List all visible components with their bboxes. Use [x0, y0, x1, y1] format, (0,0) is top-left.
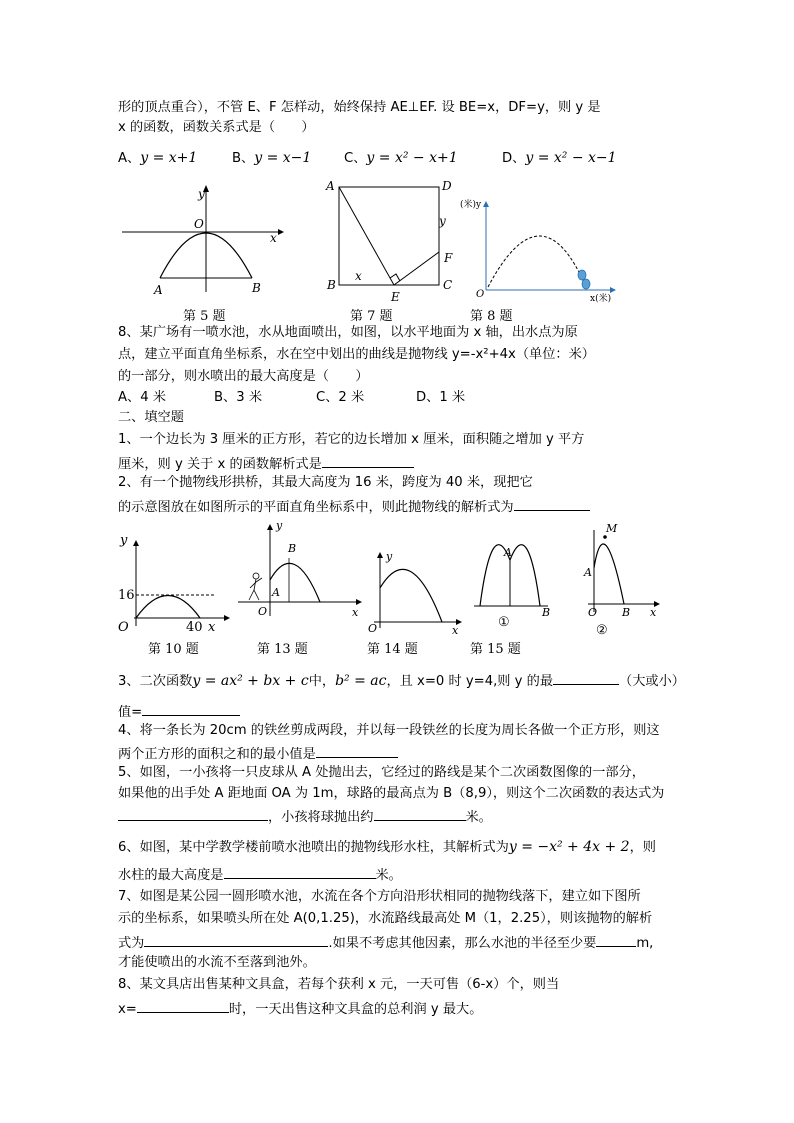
fig15b-m-label: M	[606, 522, 618, 535]
fig10-40-label: 40	[186, 620, 203, 635]
fig13-a-label: A	[272, 586, 280, 599]
fill-8-line-2: x= 时，一天出售这种文具盒的总利润 y 最大。	[118, 998, 482, 1019]
q8-option-a: A、4 米	[118, 390, 166, 405]
figure-10	[116, 530, 236, 635]
figure-15-1	[470, 526, 562, 636]
fill-4-line-1: 4、将一条长为 20cm 的铁丝剪成两段，并以每一段铁丝的长度为周长各做一个正方形，则这	[118, 723, 660, 738]
q8-option-d: D、1 米	[416, 390, 466, 405]
fill-2-line-2: 的示意图放在如图所示的平面直角坐标系中，则此抛物线的解析式为	[118, 496, 590, 517]
answer-blank[interactable]	[142, 701, 240, 716]
fig5-a-label: A	[154, 283, 163, 297]
fig15b-b-label: B	[622, 606, 631, 619]
fig10-16-label: 16	[118, 588, 135, 603]
fill-2-line-1: 2、有一个抛物线形拱桥，其最大高度为 16 米，跨度为 40 米，现把它	[118, 475, 533, 490]
q8-line-1: 8、某广场有一喷水池，水从地面喷出，如图，以水平地面为 x 轴，出水点为原	[118, 325, 578, 340]
fig5-b-label: B	[252, 281, 261, 295]
answer-blank[interactable]	[137, 998, 229, 1013]
q7-option-d: D、y = x² − x−1	[502, 150, 617, 166]
answer-blank[interactable]	[514, 496, 590, 511]
answer-blank[interactable]	[224, 864, 376, 879]
intro-line-2: x 的函数，函数关系式是（ ）	[118, 120, 315, 135]
fig13-b-label: B	[288, 542, 297, 555]
fig13-y-label: y	[276, 519, 283, 532]
point-m	[603, 535, 607, 539]
fig14-caption: 第 14 题	[367, 642, 418, 657]
segment-ef	[394, 252, 439, 285]
fill-8-line-1: 8、某文具店出售某种文具盒，若每个获利 x 元，一天可售（6-x）个，则当	[118, 977, 560, 992]
figure-14	[368, 548, 468, 637]
fill-1-line-2: 厘米，则 y 关于 x 的函数解析式是	[118, 453, 414, 474]
fig8-y-label: (米)y	[460, 200, 482, 210]
answer-blank[interactable]	[374, 806, 466, 821]
fig5-caption: 第 5 题	[183, 309, 226, 324]
q7-option-b: B、y = x−1	[232, 150, 312, 166]
water-arc	[488, 236, 586, 287]
fig10-caption: 第 10 题	[148, 642, 199, 657]
fig15-circled-1: ①	[498, 615, 510, 630]
fig14-origin-label: O	[368, 622, 378, 635]
figure-13	[232, 520, 362, 620]
fig15-circled-2: ②	[596, 623, 608, 638]
fountain-curve	[594, 544, 624, 604]
q7-option-c: C、y = x² − x+1	[344, 150, 458, 166]
segment-ae	[339, 187, 394, 285]
bridge-arch	[136, 596, 200, 619]
answer-blank[interactable]	[596, 932, 636, 947]
fill-5-line-2: 如果他的出手处 A 距地面 OA 为 1m，球路的最高点为 B（8,9），则这个二次函数的表达式为	[118, 786, 665, 801]
fig10-y-label: y	[120, 533, 128, 548]
fig5-y-label: y	[198, 187, 205, 201]
water-drop	[578, 270, 586, 280]
fig15-b-label: B	[542, 606, 551, 619]
fill-5-line-1: 5、如图，一小孩将一只皮球从 A 处抛出去，它经过的路线是某个二次函数图像的一部分，	[118, 765, 645, 780]
fig15-a-label: A	[504, 546, 512, 559]
fill-6-line-2: 水柱的最大高度是 米。	[118, 864, 402, 885]
fill-3-line-2: 值=	[118, 701, 240, 722]
fig10-origin-label: O	[118, 620, 129, 635]
fill-4-line-2: 两个正方形的面积之和的最小值是	[118, 743, 398, 764]
answer-blank[interactable]	[316, 743, 398, 758]
fill-7-line-1: 7、如图是某公园一圆形喷水池，水流在各个方向沿形状相同的抛物线落下，建立如下图所	[118, 889, 641, 904]
q8-option-b: B、3 米	[214, 390, 263, 405]
fig7-caption: 第 7 题	[350, 309, 393, 324]
fig14-x-label: x	[452, 624, 459, 637]
fig5-origin-label: O	[194, 217, 204, 231]
fig13-x-label: x	[352, 606, 359, 619]
fill-6-line-1: 6、如图，某中学教学楼前喷水池喷出的抛物线形水柱，其解析式为y = −x² + 4x + 2，则	[118, 839, 656, 855]
fig5-x-label: x	[270, 231, 277, 245]
trajectory	[380, 569, 442, 622]
q7-options	[118, 149, 678, 169]
fill-5-line-3: ，小孩将球抛出约 米。	[118, 806, 492, 827]
fig7-b-label: B	[327, 278, 336, 292]
fig15b-origin-label: O	[588, 606, 598, 619]
intro-line-1: 形的顶点重合），不管 E、F 怎样动，始终保持 AE⊥EF. 设 BE=x，DF=y，则 y 是	[118, 100, 601, 115]
fig13-caption: 第 13 题	[257, 642, 308, 657]
fig15-caption: 第 15 题	[470, 642, 521, 657]
figure-5	[118, 180, 288, 305]
fig7-c-label: C	[443, 278, 453, 292]
fig7-a-label: A	[326, 179, 335, 193]
fig14-y-label: y	[386, 550, 393, 563]
fig7-y-label: y	[439, 214, 446, 228]
q8-line-2: 点，建立平面直角坐标系，水在空中划出的曲线是抛物线 y=-x²+4x（单位：米）	[118, 347, 595, 362]
fig15b-x-label: x	[650, 606, 657, 619]
answer-blank[interactable]	[118, 806, 268, 821]
figure-8	[458, 195, 628, 307]
answer-blank[interactable]	[553, 670, 619, 685]
fig8-x-label: x(米)	[590, 294, 612, 304]
fig7-e-label: E	[391, 290, 400, 304]
fill-7-line-4: 才能使喷出的水流不至落到池外。	[118, 955, 316, 970]
water-drop	[582, 279, 590, 289]
q7-option-a: A、y = x+1	[118, 150, 198, 166]
fig15b-a-label: A	[584, 566, 592, 579]
q8-option-c: C、2 米	[316, 390, 365, 405]
fig7-x-label: x	[355, 269, 362, 283]
square	[339, 187, 439, 285]
fill-7-line-2: 示的坐标系，如果喷头所在处 A(0,1.25)，水流路线最高处 M（1，2.25），则该抛物的解析	[118, 911, 653, 926]
section-fill-blank-heading: 二、填空题	[118, 410, 184, 425]
fig7-f-label: F	[444, 251, 453, 265]
figure-7	[322, 178, 462, 306]
fig8-caption: 第 8 题	[470, 309, 513, 324]
answer-blank[interactable]	[322, 453, 414, 468]
fig13-origin-label: O	[258, 605, 268, 618]
answer-blank[interactable]	[144, 932, 328, 947]
fill-3-line-1: 3、二次函数y = ax² + bx + c中，b² = ac，且 x=0 时 y=4,则 y 的最 （大或小）	[118, 670, 685, 691]
fig8-origin-label: O	[476, 289, 485, 300]
figure-15-2	[580, 518, 670, 638]
child-figure	[253, 573, 259, 579]
q8-line-3: 的一部分，则水喷出的最大高度是（ ）	[118, 369, 369, 384]
fill-1-line-1: 1、一个边长为 3 厘米的正方形，若它的边长增加 x 厘米，面积随之增加 y 平方	[118, 432, 585, 447]
fill-7-line-3: 式为 .如果不考虑其他因素，那么水池的半径至少要 m,	[118, 932, 653, 953]
fig10-x-label: x	[208, 620, 216, 635]
fig7-d-label: D	[442, 179, 452, 193]
x-axis-arrow	[278, 229, 284, 235]
